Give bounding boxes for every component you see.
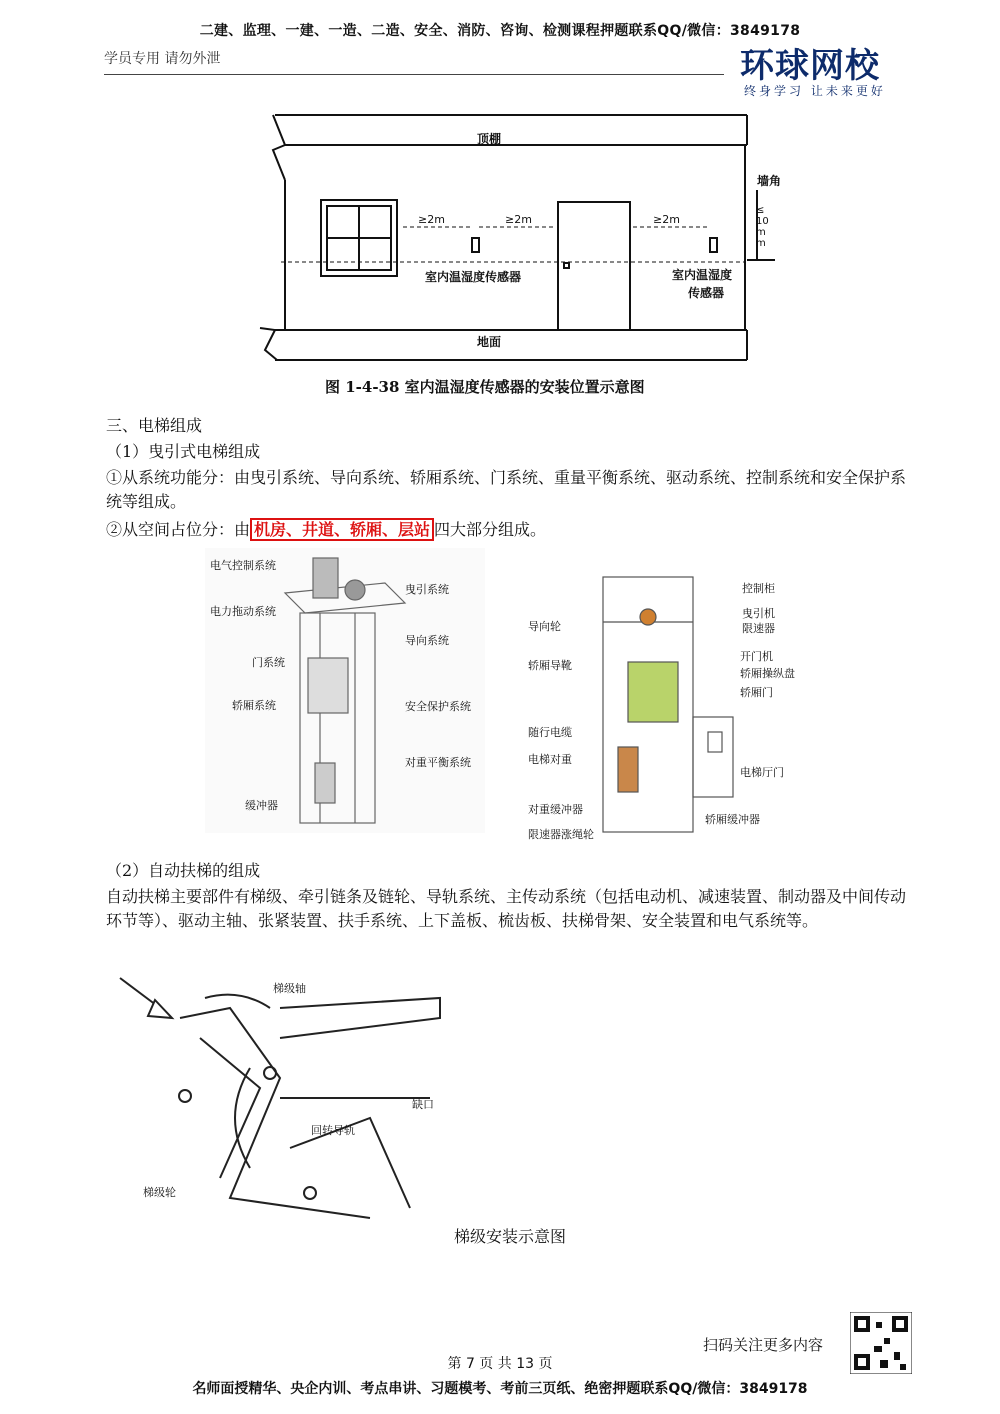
label-traction-machine: 曳引机 — [742, 607, 775, 620]
corner-distance-label: ≤10mm — [756, 205, 769, 249]
sensor-label-1: 室内温湿度传感器 — [425, 270, 522, 284]
ceiling-label: 顶棚 — [477, 132, 502, 146]
floor-label: 地面 — [477, 335, 502, 349]
figure1-caption: 图 1-4-38 室内温湿度传感器的安装位置示意图 — [325, 378, 645, 396]
label-door-operator: 开门机 — [740, 650, 773, 663]
label-power-drive: 电力拖动系统 — [210, 605, 276, 618]
label-step-axle: 梯级轴 — [273, 982, 306, 995]
label-guide-wheel: 导向轮 — [528, 620, 561, 633]
para2-prefix: ②从空间占位分：由 — [106, 520, 251, 539]
para2-suffix: 四大部分组成。 — [434, 520, 547, 539]
paragraph-space-division — [106, 518, 546, 542]
label-landing-door: 电梯厅门 — [740, 766, 784, 779]
confidential-note: 学员专用 请勿外泄 — [104, 51, 221, 67]
page-number: 第 7 页 共 13 页 — [447, 1356, 553, 1372]
label-step-wheel: 梯级轮 — [143, 1186, 176, 1199]
label-car-system: 轿厢系统 — [232, 699, 276, 712]
bottom-banner: 名师面授精华、央企内训、考点串讲、习题模考、考前三页纸、绝密押题联系QQ/微信：3849178 — [192, 1381, 808, 1397]
sensor-label-2a: 室内温湿度 — [672, 268, 733, 282]
label-safety-system: 安全保护系统 — [405, 700, 471, 713]
label-traction-system: 曳引系统 — [405, 583, 449, 596]
label-electric-control: 电气控制系统 — [210, 559, 276, 572]
label-return-rail: 回转导轨 — [311, 1124, 355, 1137]
brand-logo: 环球网校 — [740, 46, 880, 86]
brand-tagline: 终身学习 让未来更好 — [744, 84, 886, 98]
subheading-escalator: （2）自动扶梯的组成 — [106, 861, 261, 880]
elevator-components-diagram — [598, 572, 738, 837]
label-door-system: 门系统 — [252, 656, 285, 669]
distance-label-3: ≥2m — [653, 213, 680, 226]
sensor-installation-diagram — [255, 110, 795, 370]
label-notch: 缺口 — [412, 1098, 434, 1111]
top-banner: 二建、监理、一建、一造、二造、安全、消防、咨询、检测课程押题联系QQ/微信：3849178 — [199, 23, 801, 39]
label-guide-system: 导向系统 — [405, 634, 449, 647]
paragraph-system-function: ①从系统功能分：由曳引系统、导向系统、轿厢系统、门系统、重量平衡系统、驱动系统、控制系统和安全保护系统等组成。 — [106, 468, 907, 511]
label-traveling-cable: 随行电缆 — [528, 726, 572, 739]
distance-label-1: ≥2m — [418, 213, 445, 226]
corner-label: 墙角 — [757, 174, 782, 188]
label-tension-pulley: 限速器涨绳轮 — [528, 828, 594, 841]
label-car-door: 轿厢门 — [740, 686, 773, 699]
highlight-four-parts: 机房、井道、轿厢、层站 — [250, 518, 434, 541]
label-car-buffer: 轿厢缓冲器 — [705, 813, 760, 826]
label-buffer: 缓冲器 — [245, 799, 278, 812]
paragraph-escalator-parts: 自动扶梯主要部件有梯级、牵引链条及链轮、导轨系统、主传动系统（包括电动机、减速装置、制动器及中间传动环节等）、驱动主轴、张紧装置、扶手系统、上下盖板、梳齿板、扶梯骨架、安全装置和电气系统等。 — [106, 887, 907, 930]
header-divider — [104, 74, 724, 75]
label-counterweight: 电梯对重 — [528, 753, 572, 766]
label-control-cabinet: 控制柜 — [742, 582, 775, 595]
distance-label-2: ≥2m — [505, 213, 532, 226]
label-car-panel: 轿厢操纵盘 — [740, 667, 795, 680]
label-counterweight-system: 对重平衡系统 — [405, 756, 471, 769]
label-speed-governor: 限速器 — [742, 622, 775, 635]
subheading-traction-elevator: （1）曳引式电梯组成 — [106, 442, 261, 461]
label-counterweight-buffer: 对重缓冲器 — [528, 803, 583, 816]
figure3-caption: 梯级安装示意图 — [454, 1227, 567, 1246]
qr-prompt: 扫码关注更多内容 — [703, 1336, 824, 1354]
label-guide-shoe: 轿厢导靴 — [528, 659, 572, 672]
section-heading: 三、电梯组成 — [106, 416, 203, 435]
sensor-label-2b: 传感器 — [688, 286, 725, 300]
